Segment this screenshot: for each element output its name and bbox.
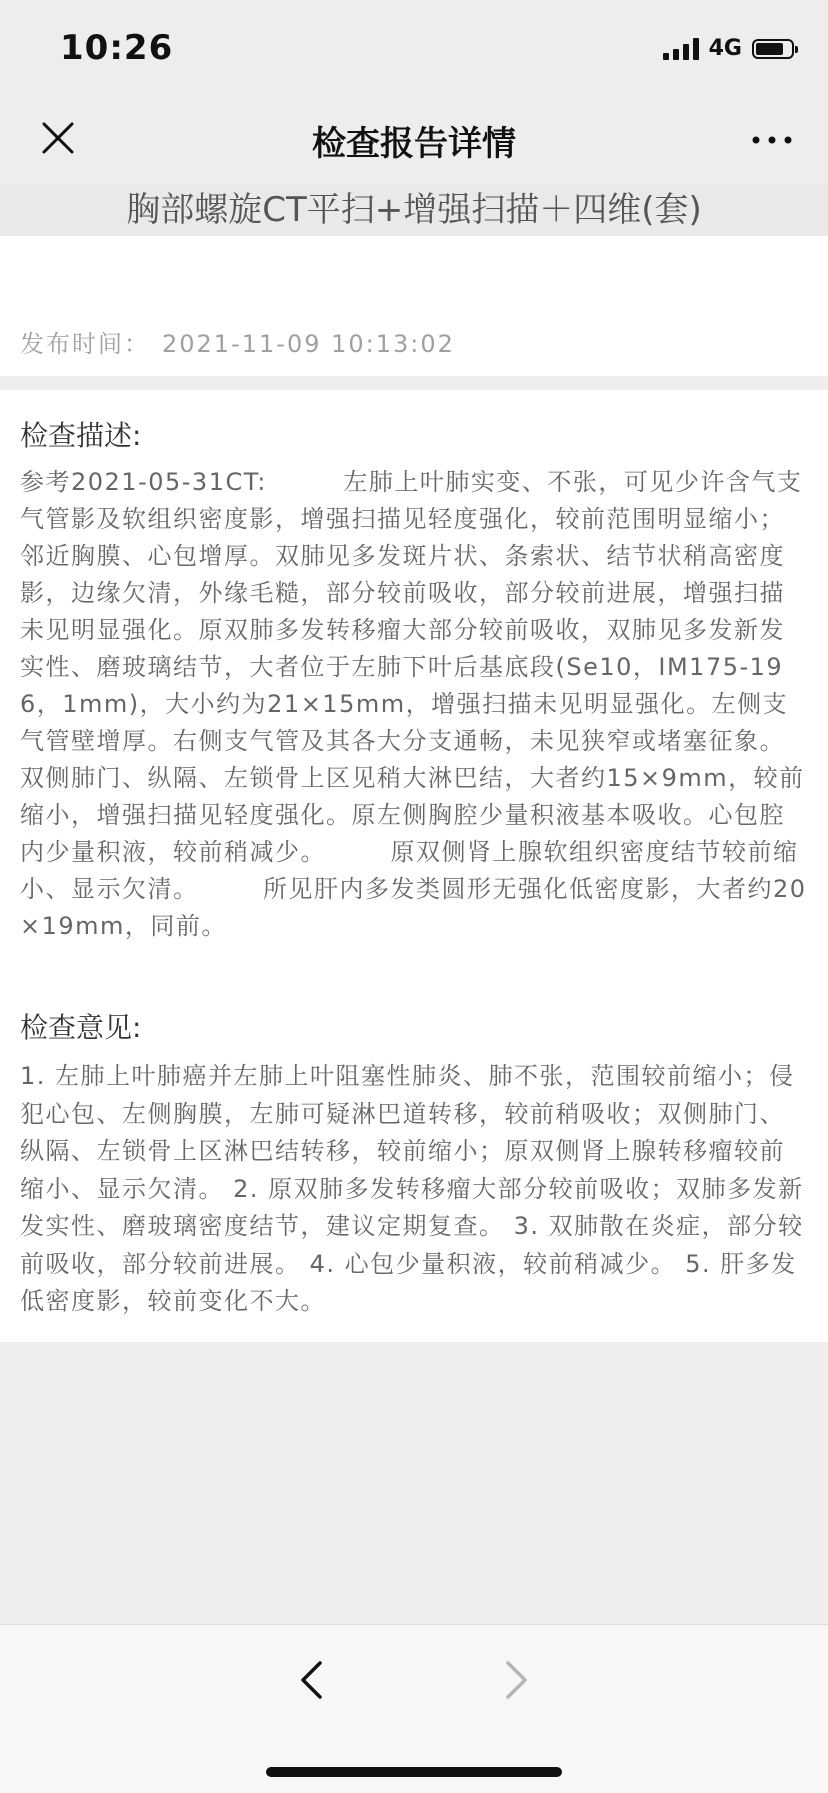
back-button[interactable] (290, 1655, 334, 1705)
publish-card (0, 236, 828, 376)
battery-icon (752, 39, 794, 59)
exam-name-bar (0, 184, 828, 236)
status-indicators (663, 36, 794, 61)
nav-bar (0, 96, 828, 184)
bottom-toolbar (0, 1624, 828, 1793)
description-text: 参考2021-05-31CT: 左肺上叶肺实变、不张，可见少许含气支气管影及软组织密度影，增强扫描见轻度强化，较前范围明显缩小；邻近胸膜、心包增厚。双肺见多发斑片状、条索状、结节状稍高密度影，边缘欠清，外缘毛糙，部分较前吸收，部分较前进展，增强扫描未见明显强化。原双肺多发转移瘤大部分较前吸收，双肺见多发新发实性、磨玻璃结节，大者位于左肺下叶后基底段(Se10，IM175-196，1mm)，大小约为21×15mm，增强扫描未见明显强化。左侧支气管壁增厚。右侧支气管及其各大分支通畅，未见狭窄或堵塞征象。双侧肺门、纵隔、左锁骨上区见稍大淋巴结，大者约15×9mm，较前缩小，增强扫描见轻度强化。原左侧胸腔少量积液基本吸收。心包腔内少量积液，较前稍减少。 原双侧肾上腺软组织密度结节较前缩小、显示欠清。 所见肝内多发类圆形无强化低密度影，大者约20×19mm，同前。 (20, 468, 807, 940)
chevron-left-icon (290, 1655, 334, 1705)
opinion-text: 1. 左肺上叶肺癌并左肺上叶阻塞性肺炎、肺不张，范围较前缩小；侵犯心包、左侧胸膜，左肺可疑淋巴道转移，较前稍吸收；双侧肺门、纵隔、左锁骨上区淋巴结转移，较前缩小；原双侧肾上腺转移瘤较前缩小、显示欠清。 2. 原双肺多发转移瘤大部分较前吸收；双肺多发新发实性、磨玻璃密度结节，建议定期复查。 3. 双肺散在炎症，部分较前吸收，部分较前进展。 4. 心包少量积液，较前稍减少。 5. 肝多发低密度影，较前变化不大。 (20, 1062, 804, 1315)
forward-button[interactable] (494, 1655, 538, 1705)
report-content (0, 390, 828, 1342)
more-button[interactable] (750, 120, 794, 160)
home-indicator (266, 1767, 562, 1777)
description-heading: 检查描述: (20, 419, 142, 452)
exam-name: 胸部螺旋CT平扫+增强扫描＋四维(套) (126, 190, 702, 230)
network-type: 4G (708, 36, 742, 61)
publish-row (20, 324, 455, 359)
publish-time: 2021-11-09 10:13:02 (162, 330, 455, 358)
publish-label: 发布时间： (20, 330, 150, 358)
page-title: 检查报告详情 (312, 124, 516, 164)
chevron-right-icon (494, 1655, 538, 1705)
status-time: 10:26 (60, 28, 174, 68)
battery-level (756, 43, 783, 55)
more-icon (750, 120, 794, 160)
status-bar (0, 0, 828, 96)
opinion-heading: 检查意见: (20, 1011, 142, 1044)
signal-icon (663, 38, 699, 60)
